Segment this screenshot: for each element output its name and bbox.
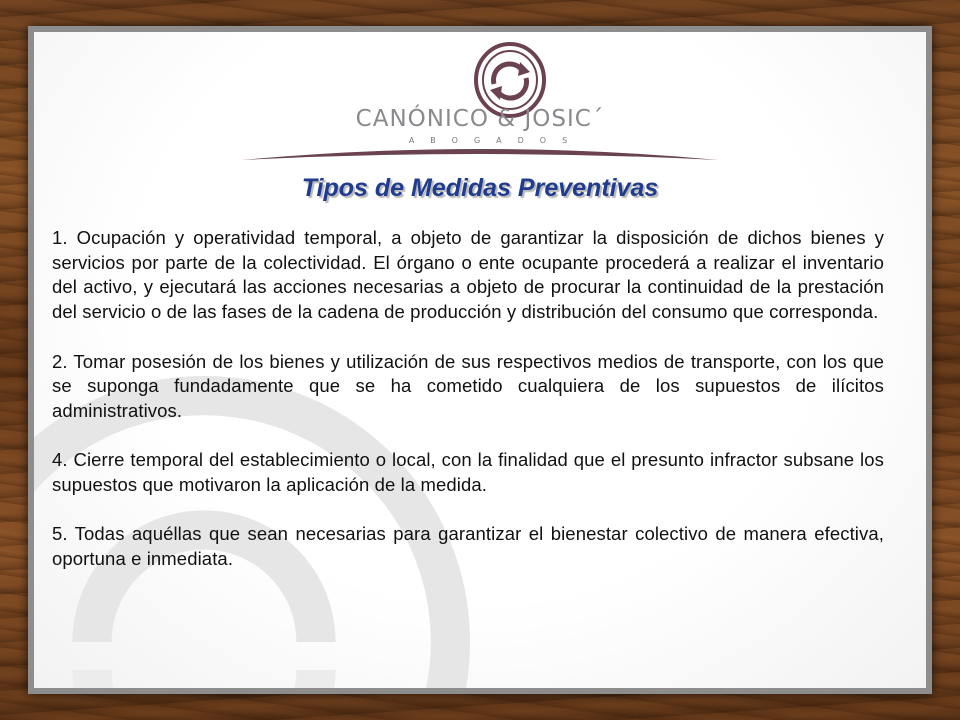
firm-subtitle: ABOGADOS	[408, 136, 584, 145]
paragraph-1: 1. Ocupación y operatividad temporal, a objeto de garantizar la disposición de dichos bienes y servicios por parte de la colectividad. El órgano o ente ocupante procederá a realizar el inventario del activo, y ejecutará las acciones necesarias a objeto de procurar la continuidad de la prestación del servicio o de las fases de la cadena de producción y distribución del consumo que corresponda.	[52, 227, 884, 323]
slide-body	[52, 226, 884, 596]
slide-paper	[34, 32, 926, 688]
slide-title: Tipos de Medidas Preventivas	[301, 174, 659, 202]
paragraph-4: 4. Cierre temporal del establecimiento o local, con la finalidad que el presunto infractor subsane los supuestos que motivaron la aplicación de la medida.	[52, 449, 884, 495]
firm-name: CANÓNICO & JOSIC´	[355, 106, 605, 132]
paragraph-5: 5. Todas aquéllas que sean necesarias para garantizar el bienestar colectivo de manera efectiva, oportuna e inmediata.	[52, 523, 884, 570]
paragraph-2: 2. Tomar posesión de los bienes y utilización de sus respectivos medios de transporte, con los que se suponga fundadamente que se ha cometido cualquiera de los supuestos de ilícitos administrativos.	[52, 350, 884, 421]
slide-frame	[28, 26, 932, 694]
logo-swoosh	[242, 149, 718, 160]
